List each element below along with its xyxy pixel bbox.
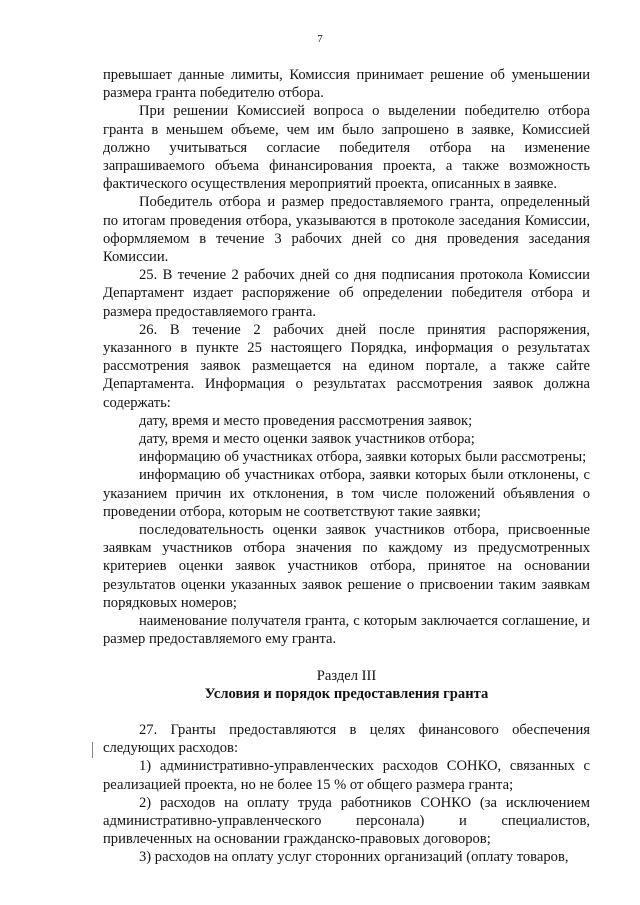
- list-item: наименование получателя гранта, с которым заключается соглашение, и размер предоставляемого ему гранта.: [103, 613, 590, 648]
- list-item: 2) расходов на оплату труда работников СОНКО (за исключением административно-управленческого персонала) и специалистов, привлеченных на основании гражданско-правовых договоров;: [103, 794, 590, 848]
- list-item: информацию об участниках отбора, заявки которых были отклонены, с указанием причин их отклонения, в том числе положений объявления о проведении отбора, которым не соответствуют такие заявки;: [103, 467, 590, 520]
- paragraph: 26. В течение 2 рабочих дней после принятия распоряжения, указанного в пункте 25 настоящего Порядка, информация о результатах рассмотрения заявок размещается на едином портале, а также сайте Департамента. Информация о результатах рассмотрения заявок должна содержать:: [103, 321, 590, 411]
- section-label: Раздел III: [316, 667, 377, 684]
- list-item: 3) расходов на оплату услуг сторонних организаций (оплату товаров,: [139, 849, 569, 866]
- list-item: дату, время и место проведения рассмотрения заявок;: [139, 412, 473, 429]
- paragraph: При решении Комиссией вопроса о выделении победителю отбора гранта в меньшем объеме, чем им было запрошено в заявке, Комиссией должно учитываться согласие победителя отбора на изменение запрашиваемого объема финансирования проекта, а также возможность фактического осуществления мероприятий проекта, описанных в заявке.: [103, 103, 590, 193]
- paragraph: превышает данные лимиты, Комиссия принимает решение об уменьшении размера гранта победителю отбора.: [103, 67, 590, 102]
- list-item: последовательность оценки заявок участников отбора, присвоенные заявкам участников отбора значения по каждому из предусмотренных критериев оценки заявок участников отбора, принятое на основании результатов оценки указанных заявок решение о присвоении таким заявкам порядковых номеров;: [103, 522, 590, 611]
- document-body: [103, 66, 590, 867]
- list-item: 1) административно-управленческих расходов СОНКО, связанных с реализацией проекта, но не более 15 % от общего размера гранта;: [103, 758, 590, 793]
- list-item: дату, время и место оценки заявок участников отбора;: [139, 431, 475, 448]
- margin-mark: [92, 742, 93, 758]
- list-item: информацию об участниках отбора, заявки которых были рассмотрены;: [139, 449, 587, 466]
- page-number: 7: [317, 33, 323, 45]
- paragraph: 27. Гранты предоставляются в целях финансового обеспечения следующих расходов:: [103, 721, 590, 757]
- section-title: Условия и порядок предоставления гранта: [204, 685, 489, 702]
- paragraph: 25. В течение 2 рабочих дней со дня подписания протокола Комиссии Департамент издает распоряжение об определении победителя отбора и размера предоставляемого гранта.: [103, 267, 590, 320]
- paragraph: Победитель отбора и размер предоставляемого гранта, определенный по итогам проведения отбора, указываются в протоколе заседания Комиссии, оформляемом в течение 3 рабочих дней со дня проведения заседания Комиссии.: [103, 194, 590, 266]
